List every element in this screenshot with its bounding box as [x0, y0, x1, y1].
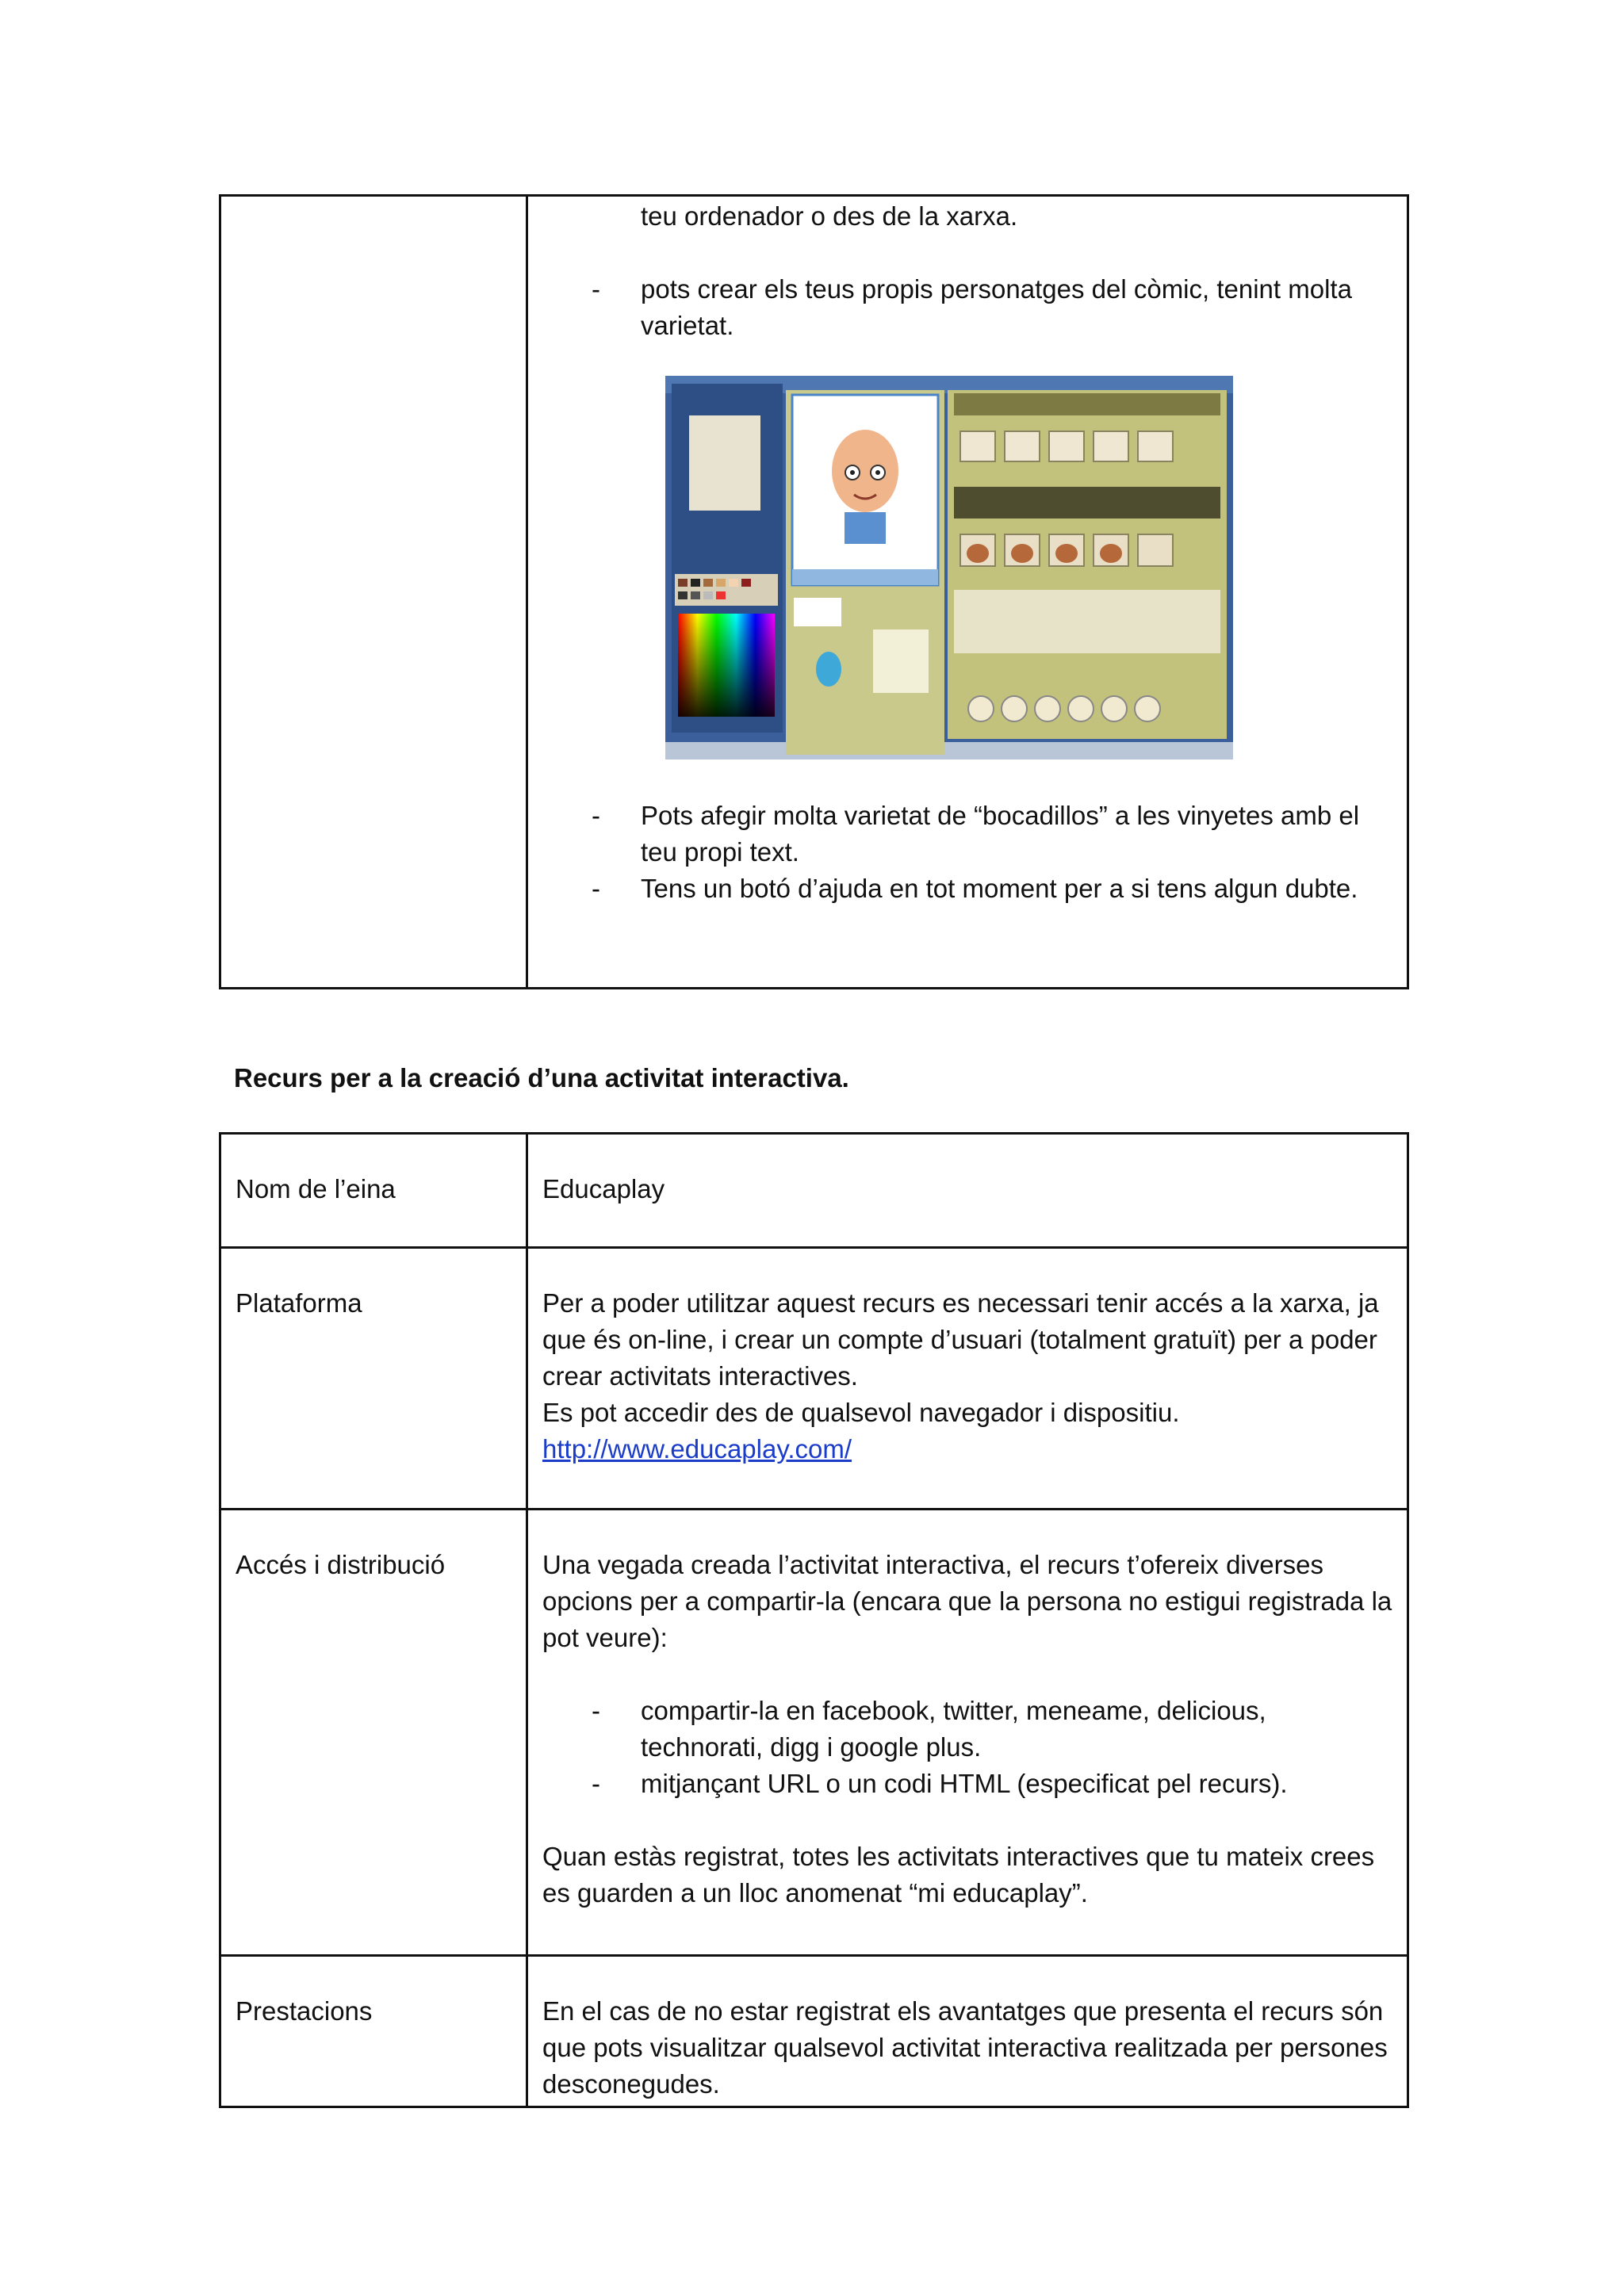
list-item: - mitjançant URL o un codi HTML (especificat pel recurs). — [528, 1766, 1407, 1802]
continued-text: teu ordenador o des de la xarxa. — [641, 201, 1018, 231]
label-cell — [220, 1248, 527, 1510]
character-creator-screenshot — [665, 376, 1233, 760]
section-heading: Recurs per a la creació d’una activitat interactiva. — [234, 1063, 849, 1093]
table-row-access — [220, 1510, 1408, 1956]
table-row-name — [220, 1134, 1408, 1248]
access-outro: Quan estàs registrat, totes les activitats interactives que tu mateix crees es guarden a un lloc anomenat “mi educaplay”. — [542, 1842, 1375, 1908]
list-item: - Tens un botó d’ajuda en tot moment per a si tens algun dubte. — [528, 871, 1407, 907]
educaplay-link[interactable]: http://www.educaplay.com/ — [542, 1434, 852, 1464]
value-cell — [527, 1956, 1408, 2107]
row-label: Plataforma — [236, 1288, 362, 1318]
table-row-platform — [220, 1248, 1408, 1510]
platform-text-2: Es pot accedir des de qualsevol navegador i dispositiu. — [542, 1398, 1180, 1427]
row-label: Prestacions — [236, 1996, 373, 2026]
features-text: En el cas de no estar registrat els avantatges que presenta el recurs són que pots visualitzar qualsevol activitat interactiva realitzada per persones desconegudes. — [542, 1996, 1388, 2099]
table-row — [220, 196, 1408, 989]
platform-text: Per a poder utilitzar aquest recurs es necessari tenir accés a la xarxa, ja que és on-line, i crear un compte d’usuari (totalment gratuït) per a poder crear activitats interactives. — [542, 1288, 1379, 1391]
list-item-continued — [528, 198, 1407, 235]
label-cell — [220, 1510, 527, 1956]
tool-name: Educaplay — [542, 1174, 665, 1203]
value-cell — [527, 1248, 1408, 1510]
educaplay-table — [219, 1132, 1409, 2108]
row-label: Nom de l’eina — [236, 1174, 396, 1203]
list-item: - pots crear els teus propis personatges del còmic, tenint molta varietat. — [528, 271, 1407, 344]
table-row-features — [220, 1956, 1408, 2107]
label-cell-empty — [220, 196, 527, 989]
feature-list-characters — [528, 271, 1407, 344]
label-cell — [220, 1134, 527, 1248]
comic-tool-table-continued — [219, 194, 1409, 989]
list-item: - Pots afegir molta varietat de “bocadillos” a les vinyetes amb el teu propi text. — [528, 798, 1407, 871]
access-intro: Una vegada creada l’activitat interactiva, el recurs t’ofereix diverses opcions per a compartir-la (encara que la persona no estigui registrada la pot veure): — [542, 1550, 1392, 1652]
row-label: Accés i distribució — [236, 1550, 446, 1579]
sharing-options-list — [528, 1693, 1407, 1802]
content-cell — [527, 196, 1408, 989]
value-cell — [527, 1134, 1408, 1248]
list-item: - compartir-la en facebook, twitter, meneame, delicious, technorati, digg i google plus. — [528, 1693, 1407, 1766]
feature-list — [528, 198, 1407, 235]
value-cell — [527, 1510, 1408, 1956]
label-cell — [220, 1956, 527, 2107]
feature-list-bubbles — [528, 798, 1407, 907]
